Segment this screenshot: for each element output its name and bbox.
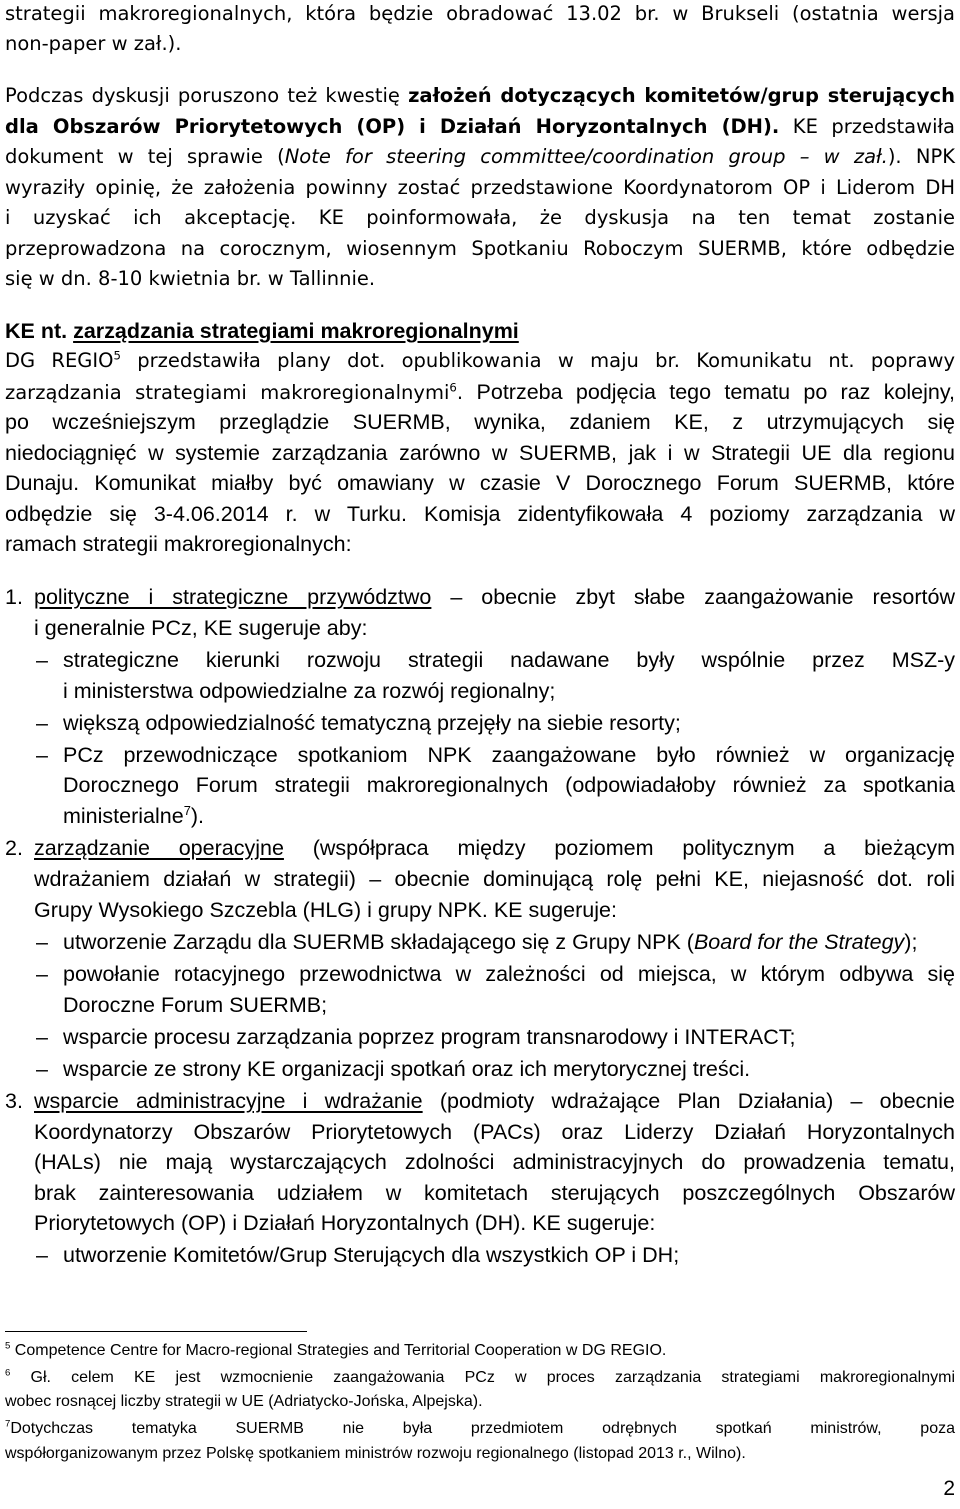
list-number: 3. [5,1089,23,1113]
bullet-line: powołanie rotacyjnego przewodnictwa w zależności od miejsca, w którym odbywa się [63,962,955,986]
dash-bullet-icon: – [36,1057,48,1081]
dash-bullet-icon: – [36,930,48,954]
bullet-line: Dorocznego Forum strategii makroregionalnych (odpowiadałoby również za spotkania [63,773,955,797]
dash-bullet-icon: – [36,743,48,767]
list-item-line: polityczne i strategiczne przywództwo – obecnie zbyt słabe zaangażowanie resortów [34,585,955,609]
paragraph-line: się w dn. 8-10 kwietnia br. w Tallinnie. [5,267,376,290]
page-number: 2 [943,1477,955,1500]
paragraph-line: strategii makroregionalnych, która będzie obradować 13.02 br. w Brukseli (ostatnia wersja [5,2,955,25]
bullet-line: ministerialne$^7$). [63,802,204,828]
section-heading: KE nt. zarządzania strategiami makroregionalnymi [5,319,519,343]
paragraph-line: Dunaju. Komunikat miałby być omawiany w czasie V Dorocznego Forum SUERMB, które [5,471,955,495]
footnote-7-cont: współorganizowanym przez Polskę spotkaniem ministrów rozwoju regionalnego (listopad 2013 r., Wilno). [5,1445,746,1462]
footnote-separator [5,1331,307,1332]
footnote-7: $^7$Dotychczas tematyka SUERMB nie była przedmiotem odrębnych spotkań ministrów, poza [5,1418,955,1437]
list-item-title: zarządzanie operacyjne [34,836,284,860]
list-item-line: wdrażaniem działań w strategii) – obecnie dominującą rolę pełni KE, niejasność dot. roli [34,867,955,891]
paragraph-line: zarządzania strategiami makroregionalnymi$^6$. Potrzeba podjęcia tego tematu po raz kolejny, [5,380,956,404]
dash-bullet-icon: – [36,1025,48,1049]
dash-bullet-icon: – [36,648,48,672]
list-number: 1. [5,585,23,609]
bullet-line: wsparcie ze strony KE organizacji spotkań oraz ich merytorycznej treści. [63,1057,751,1081]
paragraph-line: przeprowadzona na corocznym, wiosennym Spotkaniu Roboczym SUERMB, które odbędzie [5,237,955,260]
italic-title: Note for steering committee/coordination group – w zał. [284,145,888,168]
bold-topic: założeń dotyczących komitetów/grup sterujących [408,84,955,107]
footnote-ref: 6 [449,380,457,395]
bullet-line: większą odpowiedzialność tematyczną przejęły na siebie resorty; [63,711,681,735]
list-item-line: Grupy Wysokiego Szczebla (HLG) i grupy NPK. KE sugeruje: [34,898,617,922]
bullet-line: PCz przewodniczące spotkaniom NPK zaangażowane było również w organizację [63,743,955,767]
paragraph-line: po wcześniejszym przeglądzie SUERMB, wynika, zdaniem KE, z utrzymujących się [5,410,955,434]
footnote-ref: 5 [113,348,121,363]
paragraph-line: Podczas dyskusji poruszono też kwestię założeń dotyczących komitetów/grup sterujących [5,84,955,107]
footnote-ref: 7 [183,802,191,818]
bullet-line: utworzenie Komitetów/Grup Sterujących dla wszystkich OP i DH; [63,1243,680,1267]
bullet-line: utworzenie Zarządu dla SUERMB składającego się z Grupy NPK (Board for the Strategy); [63,930,918,954]
list-item-line: Koordynatorzy Obszarów Priorytetowych (PACs) oraz Liderzy Działań Horyzontalnych [34,1120,955,1144]
list-item-line: i generalnie PCz, KE sugeruje aby: [34,616,368,640]
bullet-line: Doroczne Forum SUERMB; [63,993,328,1017]
footnote-6: $^6$ Gł. celem KE jest wzmocnienie zaangażowania PCz w proces zarządzania strategiami makroregionalnymi [5,1367,956,1386]
footnote-5: $^5$ Competence Centre for Macro-regional Strategies and Territorial Cooperation w DG REGIO. [5,1340,667,1359]
list-item-line: brak zainteresowania udziałem w komitetach sterujących poszczególnych Obszarów [34,1181,955,1205]
bullet-line: strategiczne kierunki rozwoju strategii nadawane były wspólnie przez MSZ-y [63,648,955,672]
dash-bullet-icon: – [36,962,48,986]
list-item-line: Priorytetowych (OP) i Działań Horyzontalnych (DH). KE sugeruje: [34,1211,656,1235]
bullet-line: i ministerstwa odpowiedzialne za rozwój regionalny; [63,679,556,703]
paragraph-line: wyraziły opinię, że założenia powinny zostać przedstawione Koordynatorom OP i Liderom DH [5,176,955,199]
list-item-line: zarządzanie operacyjne (współpraca między poziomem politycznym a bieżącym [34,836,955,860]
list-item-title: wsparcie administracyjne i wdrażanie [34,1089,423,1113]
list-number: 2. [5,836,23,860]
dash-bullet-icon: – [36,1243,48,1267]
bold-topic: dla Obszarów Priorytetowych (OP) i Działań Horyzontalnych (DH). [5,115,780,138]
dash-bullet-icon: – [36,711,48,735]
paragraph-line: dla Obszarów Priorytetowych (OP) i Działań Horyzontalnych (DH). KE przedstawiła [5,115,955,138]
footnote-6-cont: wobec rosnącej liczby strategii w UE (Adriatycko-Jońska, Alpejska). [5,1393,483,1410]
bullet-line: wsparcie procesu zarządzania poprzez program transnarodowy i INTERACT; [63,1025,796,1049]
paragraph-line: DG REGIO$^5$ przedstawiła plany dot. opublikowania w maju br. Komunikatu nt. poprawy [5,348,956,372]
list-item-line: (HALs) nie mają wystarczających zdolności administracyjnych do prowadzenia tematu, [34,1150,955,1174]
paragraph-line: ramach strategii makroregionalnych: [5,532,352,556]
list-item-line: wsparcie administracyjne i wdrażanie (podmioty wdrażające Plan Działania) – obecnie [34,1089,955,1113]
paragraph-line: non-paper w zał.). [5,32,182,55]
list-item-title: polityczne i strategiczne przywództwo [34,585,432,609]
paragraph-line: i uzyskać ich akceptację. KE poinformowała, że dyskusja na ten temat zostanie [5,206,955,229]
paragraph-line: dokument w tej sprawie (Note for steering committee/coordination group – w zał.). NPK [5,145,955,168]
paragraph-line: niedociągnięć w systemie zarządzania zarówno w SUERMB, jak i w Strategii UE dla regionu [5,441,955,465]
paragraph-line: odbędzie się 3-4.06.2014 r. w Turku. Komisja zidentyfikowała 4 poziomy zarządzania w [5,502,955,526]
